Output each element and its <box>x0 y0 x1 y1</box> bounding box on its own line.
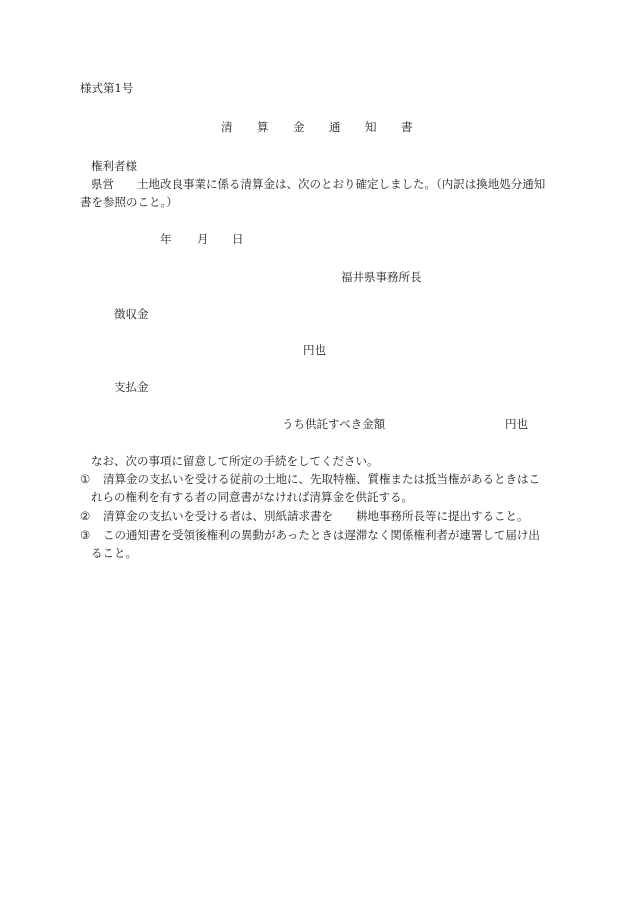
intro-line-2: 書を参照のこと。） <box>80 195 178 209</box>
title-char: 清 <box>221 120 233 134</box>
note-3-line-2: ること。 <box>91 546 137 560</box>
deposit-label: うち供託すべき金額 <box>282 417 386 431</box>
date-year: 年 <box>160 232 172 246</box>
title-char: 通 <box>329 120 341 134</box>
issuer: 福井県事務所長 <box>341 270 422 284</box>
title-char: 知 <box>365 120 377 134</box>
intro-line-1: 県営 土地改良事業に係る清算金は、次のとおり確定しました。（内訳は換地処分通知 <box>91 177 546 191</box>
payment-label: 支払金 <box>114 380 149 394</box>
title-char: 算 <box>257 120 269 134</box>
collection-label: 徴収金 <box>114 307 149 321</box>
title-char: 金 <box>293 120 305 134</box>
payment-amount-suffix: 円也 <box>505 417 528 431</box>
note-1-line-2: れらの権利を有する者の同意書がなければ清算金を供託する。 <box>91 490 413 504</box>
note-1-line-1: 清算金の支払いを受ける従前の土地に、先取特権、質権または抵当権があるときはこ <box>103 472 540 486</box>
note-3-line-1: この通知書を受領後権利の異動があったときは遅滞なく関係権利者が連署して届け出 <box>103 528 540 542</box>
addressee: 権利者様 <box>91 159 137 173</box>
date-day: 日 <box>232 232 244 246</box>
note-2-line-1: 清算金の支払いを受ける者は、別紙請求書を 耕地事務所長等に提出すること。 <box>103 509 529 523</box>
note-marker: ① <box>80 472 91 486</box>
title-char: 書 <box>401 120 413 134</box>
date-month: 月 <box>197 232 209 246</box>
document-title <box>221 119 437 135</box>
note-marker: ② <box>80 509 91 523</box>
collection-amount-suffix: 円也 <box>303 343 326 357</box>
notes-intro: なお、次の事項に留意して所定の手続をしてください。 <box>91 454 379 468</box>
note-marker: ③ <box>80 528 91 542</box>
form-number: 様式第1号 <box>80 81 134 95</box>
